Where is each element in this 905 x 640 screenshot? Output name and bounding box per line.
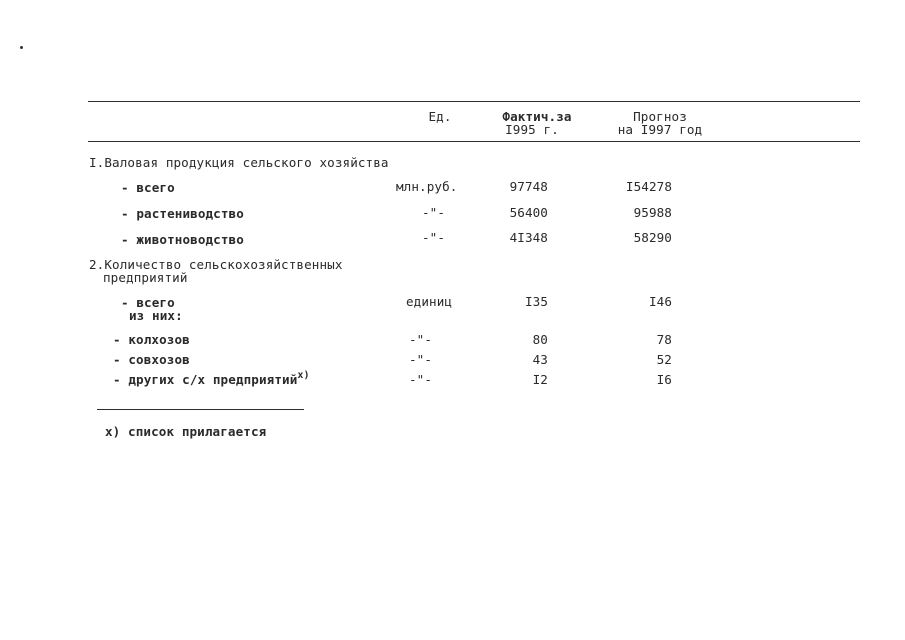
row-label: - животноводство [121,232,244,247]
row-actual: 97748 [509,179,548,194]
row-actual: 56400 [509,205,548,220]
row-label: - всего [121,295,175,310]
row-actual: I35 [524,294,548,309]
row-actual: 43 [532,352,548,367]
row-label: - других с/х предприятий [113,372,298,387]
row-unit: млн.руб. [396,179,458,194]
section-1-title: I.Валовая продукция сельского хозяйства [89,155,389,170]
row-forecast: I54278 [625,179,672,194]
section-2-title-line2: предприятий [103,270,188,285]
header-forecast-line1: Прогноз [633,109,687,124]
row-forecast: I46 [648,294,672,309]
row-label-with-mark [113,370,310,389]
header-actual-line1: Фактич.за [502,109,572,124]
row-forecast: 52 [656,352,672,367]
section-2-title-line1: 2.Количество сельскохозяйственных [89,257,343,272]
row-actual: 4I348 [509,230,548,245]
row-sublabel: из них: [129,308,183,323]
row-actual: 80 [532,332,548,347]
row-label: - совхозов [113,352,190,367]
row-forecast: 78 [656,332,672,347]
scan-speck [20,46,23,49]
row-forecast: 58290 [633,230,672,245]
header-actual-line2: I995 г. [505,122,559,137]
row-forecast: I6 [656,372,672,387]
header-unit: Ед. [428,109,452,124]
footnote-mark: x) [297,370,310,381]
table-header-rule [88,141,860,142]
row-unit: -"- [409,352,433,367]
row-unit: -"- [422,230,446,245]
header-forecast-line2: на I997 год [617,122,703,137]
row-unit: единиц [406,294,453,309]
table-top-rule [88,101,860,102]
row-label: - растениводство [121,206,244,221]
row-actual: I2 [532,372,548,387]
footnote-text: x) список прилагается [105,424,267,439]
row-label: - всего [121,180,175,195]
footnote-rule [97,409,304,410]
row-unit: -"- [422,205,446,220]
row-unit: -"- [409,372,433,387]
row-unit: -"- [409,332,433,347]
row-forecast: 95988 [633,205,672,220]
row-label: - колхозов [113,332,190,347]
